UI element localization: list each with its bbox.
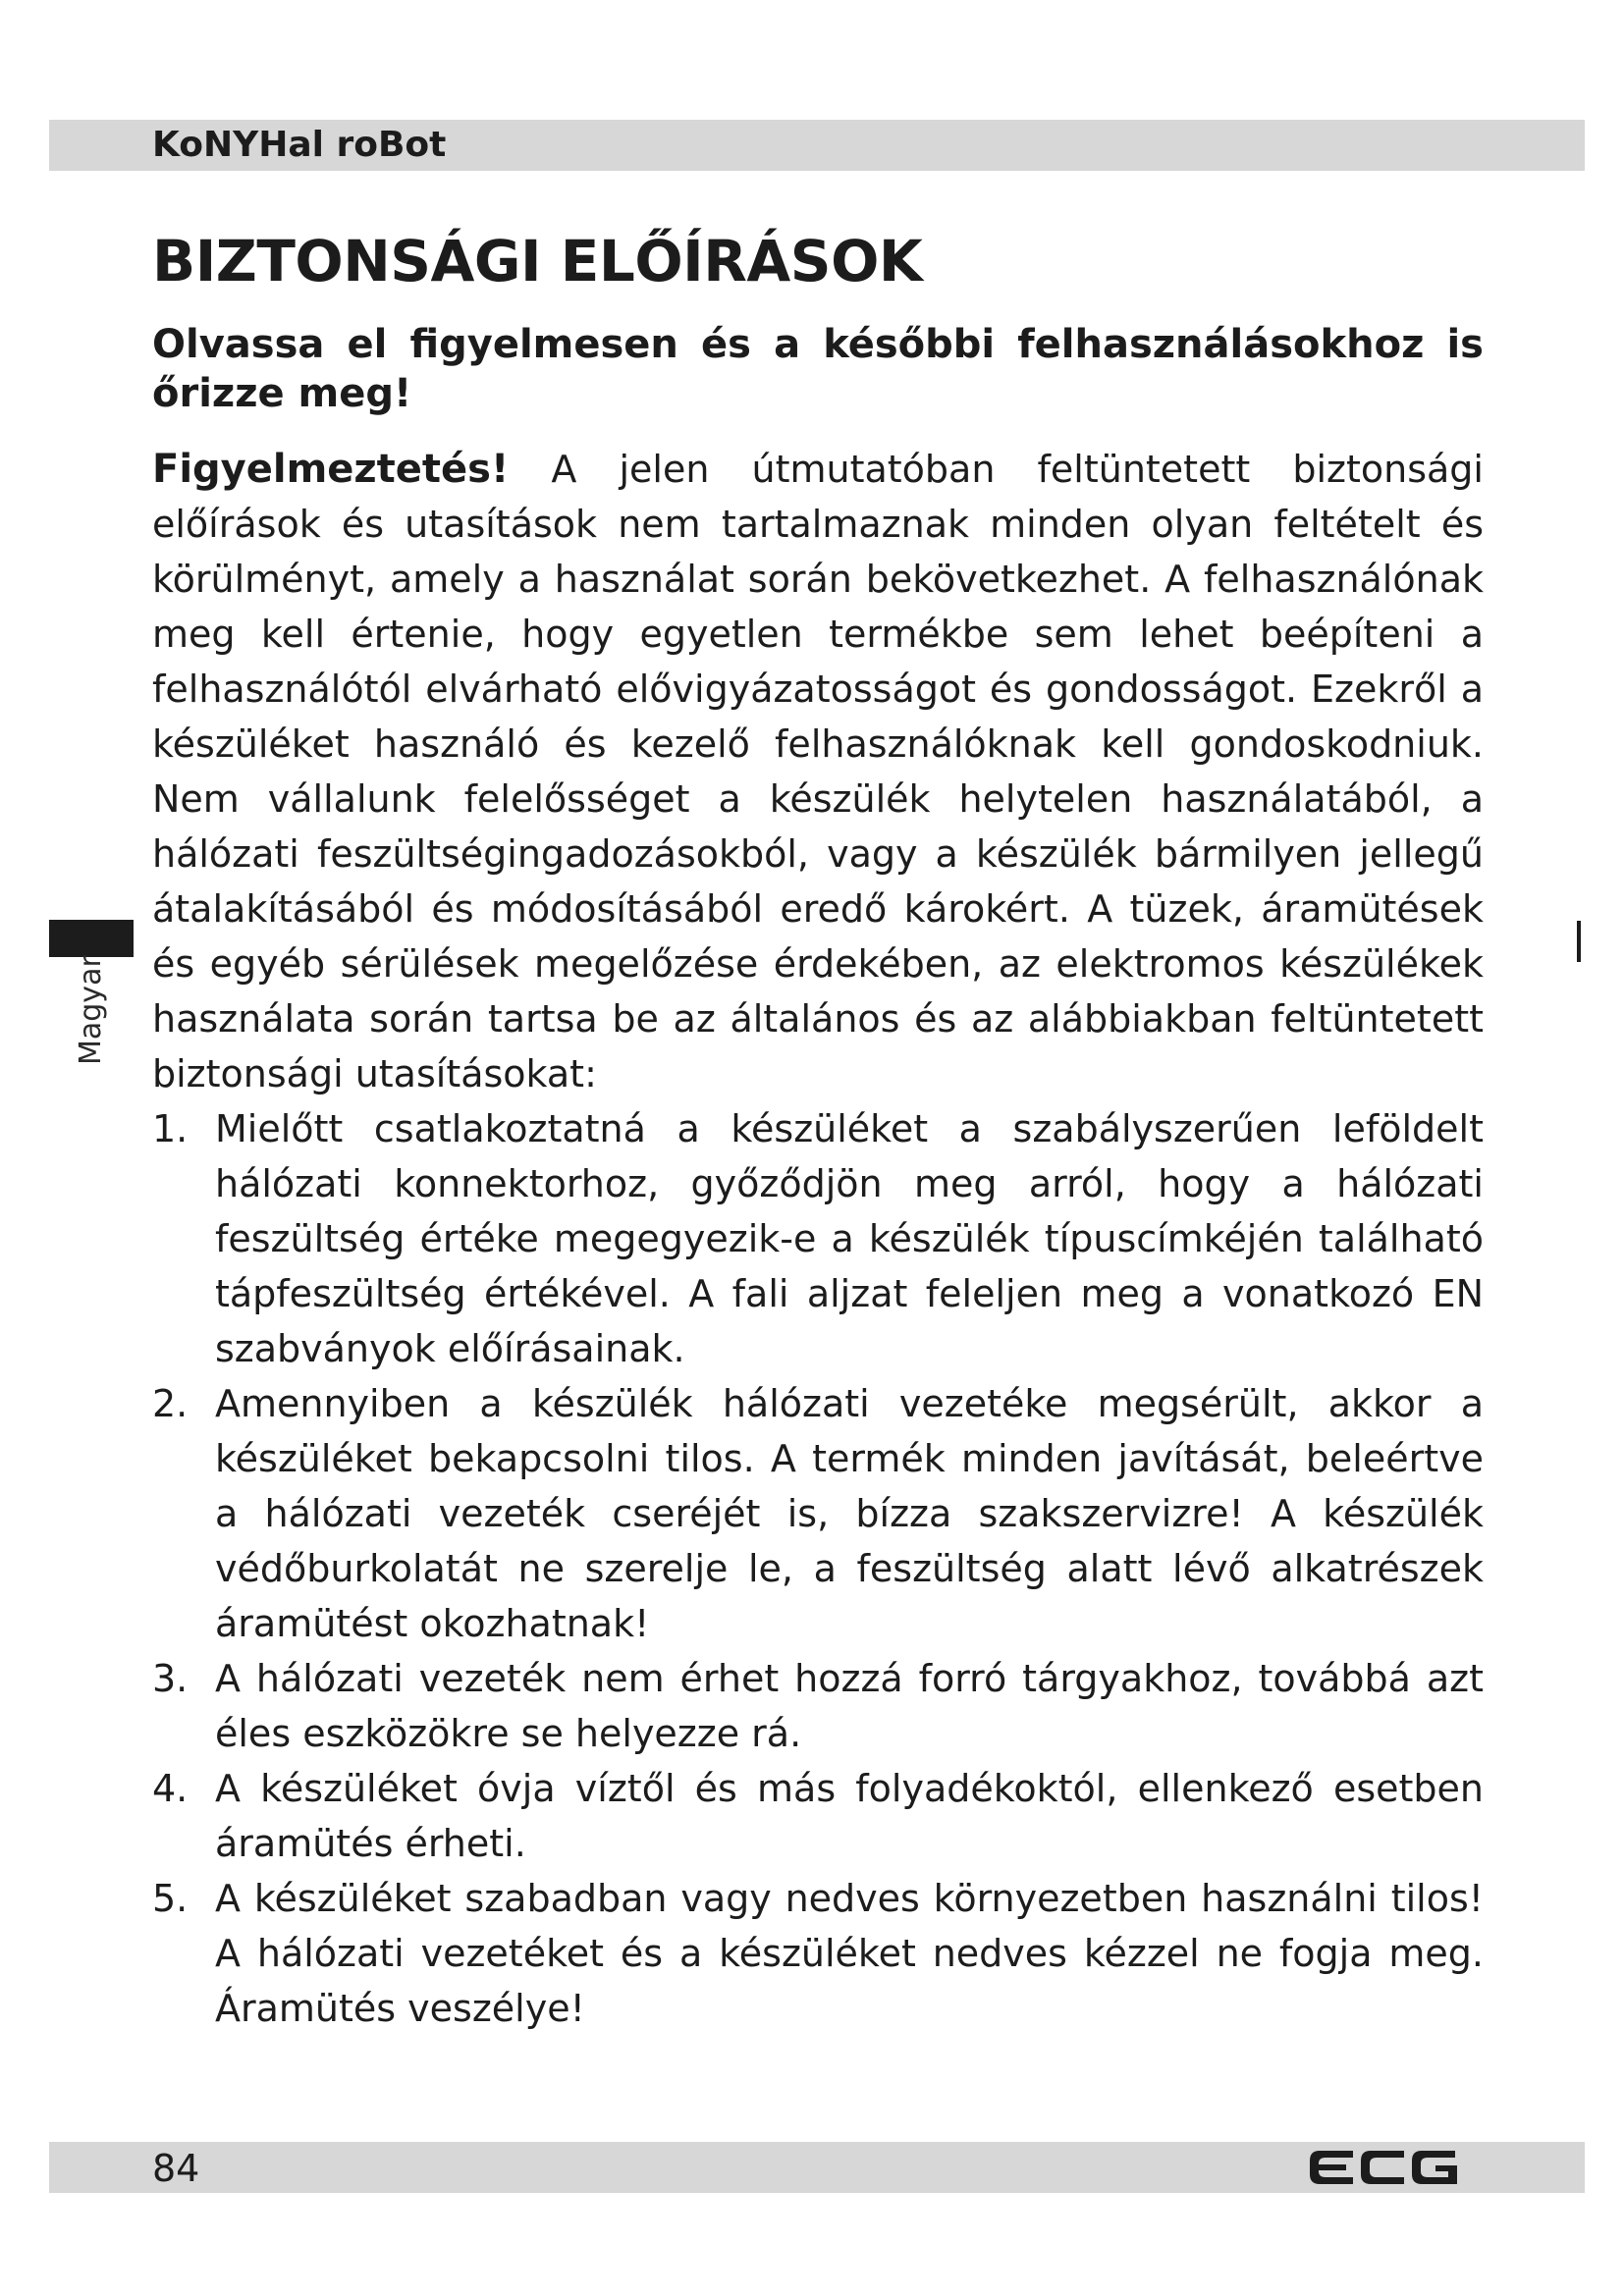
list-item <box>152 1651 1484 1761</box>
list-item-text: Amennyiben a készülék hálózati vezetéke megsérült, akkor a készüléket bekapcsolni tilos. A termék minden javítását, beleértve a hálózati vezeték cseréjét is, bízza szakszervizre! A készülék védőburkolatát ne szerelje le, a feszültség alatt lévő alkatrészek áramütést okozhatnak! <box>215 1382 1484 1645</box>
list-item-text: Mielőtt csatlakoztatná a készüléket a szabályszerűen leföldelt hálózati konnektorhoz, győződjön meg arról, hogy a hálózati feszültség értéke megegyezik-e a készülék típuscímkéjén található tápfeszültség értékével. A fali aljzat feleljen meg a vonatkozó EN szabványok előírásainak. <box>215 1107 1484 1370</box>
list-item-number: 1. <box>152 1107 189 1150</box>
warning-text: A jelen útmutatóban feltüntetett biztonsági előírások és utasítások nem tartalmaznak minden olyan feltételt és körülményt, amely a használat során bekövetkezhet. A felhasználónak meg kell értenie, hogy egyetlen termékbe sem lehet beépíteni a felhasználótól elvárható elővigyázatosságot és gondosságot. Ezekről a készüléket használó és kezelő felhasználóknak kell gondoskodniuk. Nem vállalunk felelősséget a készülék helytelen használatából, a hálózati feszültségingadozásokból, vagy a készülék bármilyen jellegű átalakításából és módosításából eredő károkért. A tüzek, áramütések és egyéb sérülések megelőzése érdekében, az elektromos készülékek használata során tartsa be az általános és az alábbiakban feltüntetett biztonsági utasításokat: <box>152 448 1484 1095</box>
list-item <box>152 1761 1484 1871</box>
list-item-number: 5. <box>152 1877 189 1920</box>
safety-rules-list <box>152 1101 1484 2036</box>
list-item <box>152 1101 1484 1376</box>
warning-paragraph <box>152 442 1484 1101</box>
language-tab-marker <box>49 920 134 957</box>
list-item <box>152 1376 1484 1651</box>
intro-text: Olvassa el figyelmesen és a későbbi felhasználásokhoz is őrizze meg! <box>152 322 1484 416</box>
list-item-text: A készüléket szabadban vagy nedves környezetben használni tilos! A hálózati vezetéket és a készüléket nedves kézzel ne fogja meg. Áramütés veszélye! <box>215 1877 1484 2030</box>
page-title: BIZTONSÁGI ELŐÍRÁSOK <box>152 228 923 294</box>
margin-tick <box>1577 921 1581 962</box>
list-item-number: 3. <box>152 1657 189 1700</box>
language-label: Magyar <box>74 955 108 1065</box>
warning-lead: Figyelmeztetés! <box>152 447 510 492</box>
list-item-number: 2. <box>152 1382 189 1425</box>
header-title: KoNYHal roBot <box>152 125 447 165</box>
list-item-number: 4. <box>152 1767 189 1810</box>
list-item-text: A készüléket óvja víztől és más folyadékoktól, ellenkező esetben áramütés érheti. <box>215 1767 1484 1865</box>
list-item <box>152 1871 1484 2036</box>
main-content <box>152 206 1484 2036</box>
ecg-logo <box>1306 2147 1463 2188</box>
list-item-text: A hálózati vezeték nem érhet hozzá forró tárgyakhoz, továbbá azt éles eszközökre se helyezze rá. <box>215 1657 1484 1755</box>
page-number: 84 <box>152 2147 200 2190</box>
